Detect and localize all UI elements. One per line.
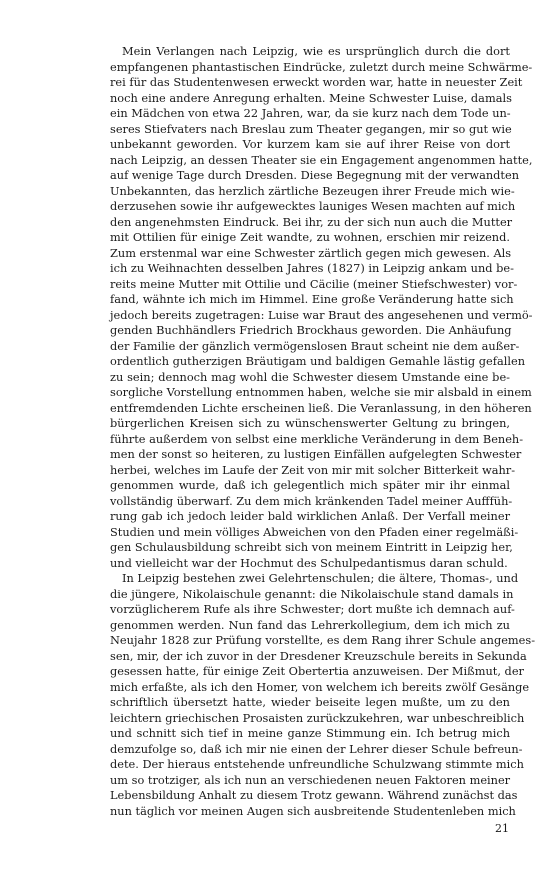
page-number: 21 xyxy=(495,822,509,835)
text-line: leichtern griechischen Prosaisten zurückzukehren, war unbeschreiblich xyxy=(110,710,525,725)
text-line: seres Stiefvaters nach Breslau zum Theater gegangen, mir so gut wie xyxy=(110,121,512,136)
text-line: schriftlich übersetzt hatte, wieder beiseite legen mußte, um zu den xyxy=(110,695,510,709)
text-line: um so trotziger, als ich nun an verschiedenen neuen Faktoren meiner xyxy=(110,772,511,787)
text-line: rei für das Studentenwesen erweckt worden war, hatte in neuester Zeit xyxy=(110,75,523,89)
text-line: gesessen hatte, für einige Zeit Obertertia anzuweisen. Der Mißmut, der xyxy=(110,664,524,678)
text-line: sorgliche Vorstellung entnommen haben, welche sie mir alsbald in einem xyxy=(110,385,532,399)
text-line: empfangenen phantastischen Eindrücke, zuletzt durch meine Schwärme- xyxy=(110,59,533,74)
text-line: In Leipzig bestehen zwei Gelehrtenschulen; die ältere, Thomas-, und xyxy=(122,571,519,585)
text-line: die jüngere, Nikolaischule genannt: die Nikolaischule stand damals in xyxy=(110,586,514,601)
text-line: auf wenige Tage durch Dresden. Diese Begegnung mit der verwandten xyxy=(110,168,520,182)
text-line: derzusehen sowie ihr aufgewecktes launiges Wesen machten auf mich xyxy=(110,199,516,213)
text-line: mich erfaßte, als ich den Homer, von welchem ich bereits zwölf Gesänge xyxy=(110,679,530,694)
text-line: genden Buchhändlers Friedrich Brockhaus geworden. Die Anhäufung xyxy=(110,323,512,337)
text-line: Neujahr 1828 zur Prüfung vorstellte, es dem Rang ihrer Schule angemes- xyxy=(110,633,536,647)
text-line: entfremdenden Lichte erscheinen ließ. Die Veranlassung, in den höheren xyxy=(110,400,532,415)
text-line: zu sein; dennoch mag wohl die Schwester diesem Umstande eine be- xyxy=(110,369,510,384)
text-line: demzufolge so, daß ich mir nie einen der Lehrer dieser Schule befreun- xyxy=(110,741,523,756)
text-line: vorzüglicherem Rufe als ihre Schwester; dort mußte ich demnach auf- xyxy=(110,602,515,616)
text-line: Zum erstenmal war eine Schwester zärtlich gegen mich gewesen. Als xyxy=(110,245,512,260)
body-text xyxy=(110,44,536,819)
text-line: ein Mädchen von etwa 22 Jahren, war, da sie kurz nach dem Tode un- xyxy=(110,106,511,120)
text-line: den angenehmsten Eindruck. Bei ihr, zu der sich nun auch die Mutter xyxy=(110,214,513,229)
text-line: unbekannt geworden. Vor kurzem kam sie auf ihrer Reise von dort xyxy=(110,137,510,151)
text-line: führte außerdem von selbst eine merkliche Veränderung in dem Beneh- xyxy=(110,431,524,446)
text-line: rung gab ich jedoch leider bald wirklichen Anlaß. Der Verfall meiner xyxy=(110,509,510,523)
text-line: und schnitt sich tief in meine ganze Stimmung ein. Ich betrug mich xyxy=(110,726,510,740)
text-line: gen Schulausbildung schreibt sich von meinem Eintritt in Leipzig her, xyxy=(110,540,513,554)
text-line: der Familie der gänzlich vermögenslosen Braut scheint nie dem außer- xyxy=(110,338,520,353)
text-line: fand, wähnte ich mich im Himmel. Eine große Veränderung hatte sich xyxy=(110,292,514,306)
text-line: nach Leipzig, an dessen Theater sie ein Engagement angenommen hatte, xyxy=(110,152,533,167)
text-line: Mein Verlangen nach Leipzig, wie es ursprünglich durch die dort xyxy=(122,44,510,58)
text-line: und vielleicht war der Hochmut des Schulpedantismus daran schuld. xyxy=(110,555,508,570)
text-line: herbei, welches im Laufe der Zeit von mir mit solcher Bitterkeit wahr- xyxy=(110,462,516,477)
text-line: men der sonst so heiteren, zu lustigen Einfällen aufgelegten Schwester xyxy=(110,447,522,461)
text-line: ich zu Weihnachten desselben Jahres (1827) in Leipzig ankam und be- xyxy=(110,261,514,275)
text-line: bürgerlichen Kreisen sich zu wünschenswerter Geltung zu bringen, xyxy=(110,416,510,430)
text-line: dete. Der hieraus entstehende unfreundliche Schulzwang stimmte mich xyxy=(110,757,524,771)
text-line: ordentlich gutherzigen Bräutigam und baldigen Gemahle lästig gefallen xyxy=(110,354,526,368)
text-line: vollständig überwarf. Zu dem mich kränkenden Tadel meiner Aufffüh- xyxy=(110,493,513,508)
text-line: Lebensbildung Anhalt zu diesem Trotz gewann. Während zunächst das xyxy=(110,788,518,802)
text-line: jedoch bereits zugetragen: Luise war Braut des angesehenen und vermö- xyxy=(110,307,533,322)
text-line: mit Ottilien für einige Zeit wandte, zu wohnen, erschien mir reizend. xyxy=(110,230,510,244)
text-line: genommen wurde, daß ich gelegentlich mich später mir ihr einmal xyxy=(110,478,510,492)
text-line: Studien und mein völliges Abweichen von den Pfaden einer regelmäßi- xyxy=(110,524,519,539)
text-line: reits meine Mutter mit Ottilie und Cäcilie (meiner Stiefschwester) vor- xyxy=(110,276,518,291)
text-line: sen, mir, der ich zuvor in der Dresdener Kreuzschule bereits in Sekunda xyxy=(110,648,527,663)
text-line: genommen werden. Nun fand das Lehrerkollegium, dem ich mich zu xyxy=(110,617,510,632)
text-line: nun täglich vor meinen Augen sich ausbreitende Studentenleben mich xyxy=(110,803,516,818)
text-line: noch eine andere Anregung erhalten. Meine Schwester Luise, damals xyxy=(110,90,512,105)
text-line: Unbekannten, das herzlich zärtliche Bezeugen ihrer Freude mich wie- xyxy=(110,183,515,198)
